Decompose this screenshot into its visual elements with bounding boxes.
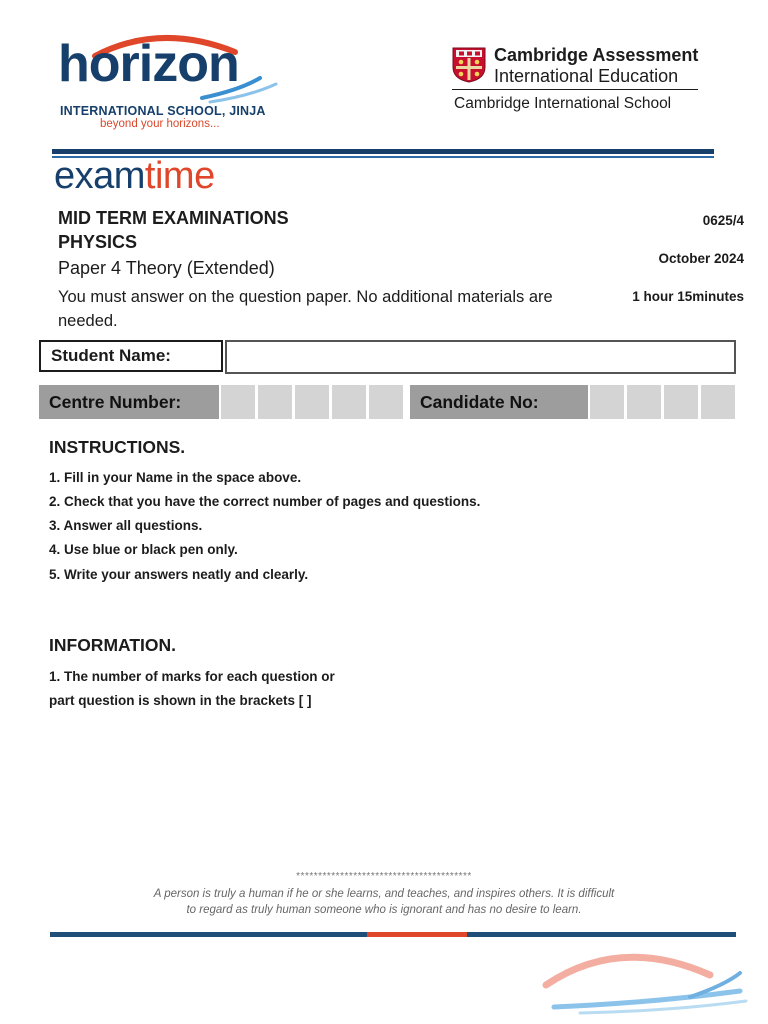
candidate-no-cell[interactable] [701,385,735,419]
centre-number-cell[interactable] [295,385,329,419]
cambridge-crest-icon [452,47,486,83]
instructions-heading: INSTRUCTIONS. [49,437,186,457]
instruction-item: 3. Answer all questions. [49,518,203,533]
examtime-logo-exam: exam [54,155,145,197]
exam-paper: Paper 4 Theory (Extended) [58,258,275,278]
centre-number-cell[interactable] [258,385,292,419]
school-tagline: beyond your horizons... [100,118,220,130]
centre-number-label: Centre Number: [39,385,219,419]
information-heading: INFORMATION. [49,635,177,655]
centre-number-cell[interactable] [369,385,403,419]
exam-duration: 1 hour 15minutes [632,289,744,304]
footer-quote-line1: A person is truly a human if he or she learns, and teaches, and inspires others. It is difficult [153,888,615,900]
board-divider [452,89,698,90]
candidate-no-label: Candidate No: [410,385,588,419]
school-subtitle: INTERNATIONAL SCHOOL, JINJA [60,104,266,118]
examtime-logo [54,156,215,198]
horizon-wave-icon [200,74,280,104]
wave-decoration-icon [540,945,750,1015]
exam-code: 0625/4 [702,213,744,228]
instruction-item: 5. Write your answers neatly and clearly. [49,567,309,582]
board-name-line3: Cambridge International School [454,95,672,112]
instruction-item: 1. Fill in your Name in the space above. [49,470,302,485]
footer-quote [0,886,768,918]
exam-note: You must answer on the question paper. No additional materials are needed. [58,288,553,330]
candidate-no-cell[interactable] [590,385,624,419]
candidate-no-cell[interactable] [664,385,698,419]
board-name-line1: Cambridge Assessment [494,45,699,65]
school-logo-wordmark: horizon [58,35,239,93]
board-name-line2: International Education [494,66,679,86]
header-rule-dark [52,149,714,154]
examtime-logo-time: time [144,155,215,197]
exam-date: October 2024 [658,251,744,266]
footer-stars: **************************************** [296,871,472,882]
information-line: 1. The number of marks for each question or [49,669,335,684]
footer-quote-line2: to regard as truly human someone who is ignorant and has no desire to learn. [186,904,582,916]
information-line: part question is shown in the brackets [ ] [49,693,312,708]
student-name-label: Student Name: [39,340,223,372]
instruction-item: 4. Use blue or black pen only. [49,542,238,557]
instruction-item: 2. Check that you have the correct number of pages and questions. [49,494,481,509]
footer-rule-accent [367,932,467,937]
exam-subject: PHYSICS [58,232,138,252]
centre-number-cell[interactable] [332,385,366,419]
exam-title: MID TERM EXAMINATIONS [58,208,289,228]
candidate-no-cell[interactable] [627,385,661,419]
centre-number-cell[interactable] [221,385,255,419]
student-name-field[interactable] [225,340,736,374]
